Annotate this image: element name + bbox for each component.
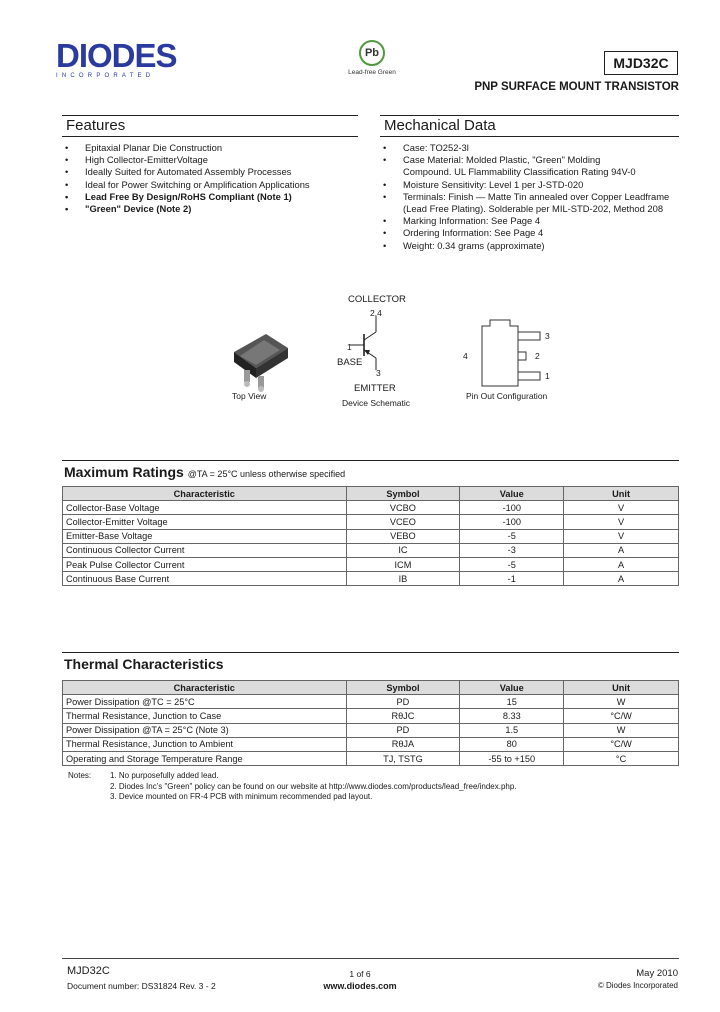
cell: RθJC — [346, 709, 460, 723]
lead-free-badge — [344, 40, 400, 82]
logo-subtext: INCORPORATED — [56, 73, 155, 79]
diodes-logo — [56, 37, 206, 80]
cell: 80 — [460, 737, 564, 751]
lead-free-label: Lead-free Green — [348, 69, 396, 76]
mechanical-heading: Mechanical Data — [380, 115, 679, 137]
table-row — [63, 723, 679, 737]
cell: V — [564, 515, 679, 529]
cell: ICM — [346, 557, 460, 571]
footer-doc-number: Document number: DS31824 Rev. 3 - 2 — [67, 981, 216, 991]
pinout-outline — [472, 316, 552, 396]
max-ratings-condition: @TA = 25°C unless otherwise specified — [187, 469, 346, 479]
cell: -100 — [460, 515, 564, 529]
notes-items — [110, 771, 670, 803]
list-item: • Weight: 0.34 grams (approximate) — [380, 240, 700, 252]
emitter-label: EMITTER — [354, 383, 396, 394]
table-row — [63, 501, 679, 515]
cell: Continuous Base Current — [63, 572, 347, 586]
cell: Collector-Emitter Voltage — [63, 515, 347, 529]
cell: -1 — [460, 572, 564, 586]
note-item: 2. Diodes Inc's "Green" policy can be found on our website at http://www.diodes.com/products/lead_free/index.php. — [110, 781, 517, 791]
collector-label: COLLECTOR — [348, 294, 406, 305]
table-row — [63, 737, 679, 751]
list-item: • Case Material: Molded Plastic, "Green" Molding Compound. UL Flammability Classification Rating 94V-0 — [380, 154, 640, 178]
pin-tab-label: 4 — [463, 351, 468, 361]
footer-page-number: 1 of 6 — [349, 969, 371, 979]
cell: W — [564, 695, 679, 709]
cell: VEBO — [346, 529, 460, 543]
column-header: Characteristic — [63, 487, 347, 501]
features-list — [62, 142, 358, 215]
part-number: MJD32C — [604, 51, 678, 75]
cell: PD — [346, 695, 460, 709]
column-header: Symbol — [346, 487, 460, 501]
cell: -5 — [460, 557, 564, 571]
table-row — [63, 515, 679, 529]
package-diagrams — [62, 290, 679, 410]
list-item: • Moisture Sensitivity: Level 1 per J-STD-020 — [380, 179, 700, 191]
cell: VCEO — [346, 515, 460, 529]
cell: TJ, TSTG — [346, 751, 460, 765]
cell: A — [564, 543, 679, 557]
column-header: Value — [460, 487, 564, 501]
schematic-caption: Device Schematic — [342, 398, 411, 408]
note-item: 1. No purposefully added lead. — [110, 771, 219, 780]
pinout-caption: Pin Out Configuration — [466, 391, 548, 401]
table-row — [63, 557, 679, 571]
pin-label: 3 — [545, 331, 550, 341]
list-item: • Epitaxial Planar Die Construction — [62, 142, 358, 154]
table-row — [63, 695, 679, 709]
list-item: • Marking Information: See Page 4 — [380, 215, 700, 227]
list-item: • Ideally Suited for Automated Assembly Processes — [62, 166, 358, 178]
table-row — [63, 572, 679, 586]
logo-text: DIODES — [56, 37, 177, 74]
footer-copyright: © Diodes Incorporated — [597, 981, 678, 990]
column-header: Unit — [564, 681, 679, 695]
table-header-row — [63, 681, 679, 695]
list-item: • Case: TO252-3l — [380, 142, 700, 154]
emitter-pin: 3 — [376, 368, 381, 378]
column-header: Characteristic — [63, 681, 347, 695]
thermal-table — [62, 680, 679, 766]
cell: Continuous Collector Current — [63, 543, 347, 557]
list-item: • Terminals: Finish — Matte Tin annealed over Copper Leadframe (Lead Free Plating). Solderable per MIL-STD-202, Method 208 — [380, 191, 680, 215]
cell: W — [564, 723, 679, 737]
pin-label: 2 — [535, 351, 540, 361]
cell: Power Dissipation @TC = 25°C — [63, 695, 347, 709]
cell: IC — [346, 543, 460, 557]
cell: -3 — [460, 543, 564, 557]
mechanical-list — [380, 142, 700, 252]
base-pin: 1 — [347, 342, 352, 352]
list-item: • Ordering Information: See Page 4 — [380, 227, 700, 239]
cell: IB — [346, 572, 460, 586]
list-item: • Lead Free By Design/RoHS Compliant (Note 1) — [62, 191, 358, 203]
cell: -100 — [460, 501, 564, 515]
cell: Thermal Resistance, Junction to Ambient — [63, 737, 347, 751]
max-ratings-title: Maximum Ratings — [64, 464, 184, 480]
cell: A — [564, 572, 679, 586]
column-header: Unit — [564, 487, 679, 501]
max-ratings-heading — [62, 460, 679, 482]
table-row — [63, 543, 679, 557]
cell: Emitter-Base Voltage — [63, 529, 347, 543]
collector-pins: 2,4 — [370, 308, 382, 318]
footer-date: May 2010 — [636, 968, 678, 979]
table-row — [63, 751, 679, 765]
cell: -55 to +150 — [460, 751, 564, 765]
cell: A — [564, 557, 679, 571]
cell: Thermal Resistance, Junction to Case — [63, 709, 347, 723]
footer-website-link[interactable]: www.diodes.com — [323, 981, 397, 991]
cell: V — [564, 529, 679, 543]
device-subtitle: PNP SURFACE MOUNT TRANSISTOR — [474, 81, 679, 93]
max-ratings-table — [62, 486, 679, 586]
top-view-caption: Top View — [232, 391, 267, 401]
cell: °C/W — [564, 709, 679, 723]
column-header: Value — [460, 681, 564, 695]
cell: VCBO — [346, 501, 460, 515]
table-header-row — [63, 487, 679, 501]
transistor-symbol — [342, 316, 392, 372]
cell: Operating and Storage Temperature Range — [63, 751, 347, 765]
cell: °C — [564, 751, 679, 765]
cell: 1.5 — [460, 723, 564, 737]
pb-icon: Pb — [359, 40, 385, 66]
column-header: Symbol — [346, 681, 460, 695]
footer-divider — [62, 958, 679, 959]
cell: Power Dissipation @TA = 25°C (Note 3) — [63, 723, 347, 737]
cell: °C/W — [564, 737, 679, 751]
list-item: • "Green" Device (Note 2) — [62, 203, 358, 215]
list-item: • Ideal for Power Switching or Amplification Applications — [62, 179, 358, 191]
cell: -5 — [460, 529, 564, 543]
package-top-view-icon — [226, 330, 294, 392]
cell: Peak Pulse Collector Current — [63, 557, 347, 571]
note-item: 3. Device mounted on FR-4 PCB with minimum recommended pad layout. — [110, 792, 373, 801]
thermal-heading: Thermal Characteristics — [62, 652, 679, 674]
footer-part-number: MJD32C — [67, 965, 110, 977]
cell: 15 — [460, 695, 564, 709]
table-row — [63, 529, 679, 543]
table-row — [63, 709, 679, 723]
cell: RθJA — [346, 737, 460, 751]
pin-label: 1 — [545, 371, 550, 381]
cell: 8.33 — [460, 709, 564, 723]
list-item: • High Collector-EmitterVoltage — [62, 154, 358, 166]
notes-label: Notes: — [68, 771, 92, 780]
cell: V — [564, 501, 679, 515]
features-heading: Features — [62, 115, 358, 137]
base-label: BASE — [337, 357, 363, 368]
cell: Collector-Base Voltage — [63, 501, 347, 515]
cell: PD — [346, 723, 460, 737]
